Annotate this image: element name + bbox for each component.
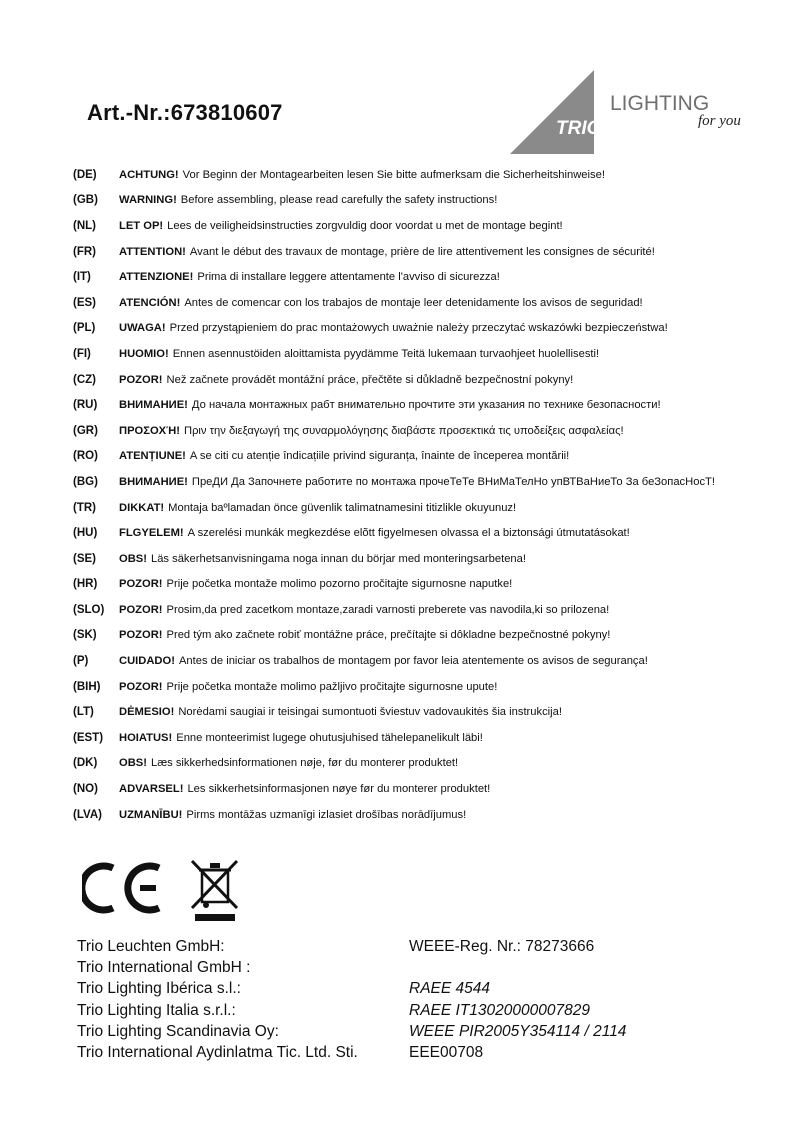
warning-row bbox=[73, 188, 773, 214]
logo-tagline: for you bbox=[698, 113, 741, 129]
warning-title: ΠΡΟΣΟΧΉ! bbox=[119, 424, 180, 437]
language-code: (FI) bbox=[73, 347, 91, 360]
ce-mark-icon bbox=[82, 866, 159, 910]
language-code: (DE) bbox=[73, 168, 97, 181]
warning-title: ATTENTION! bbox=[119, 245, 186, 258]
language-code: (RU) bbox=[73, 399, 98, 412]
logo-triangle bbox=[510, 70, 594, 154]
warning-text: Vor Beginn der Montagearbeiten lesen Sie bitte aufmerksam die Sicherheitshinweise! bbox=[182, 168, 605, 181]
language-code: (SK) bbox=[73, 629, 97, 642]
logo-lighting: LIGHTING bbox=[610, 92, 710, 115]
warning-row bbox=[73, 367, 773, 393]
safety-warning-list bbox=[73, 162, 773, 827]
warning-title: ВНИМАНИЕ! bbox=[119, 475, 188, 488]
language-code: (LVA) bbox=[73, 808, 102, 821]
warning-text: Antes de iniciar os trabalhos de montagem por favor leia atentemente os avisos de segurança! bbox=[178, 655, 648, 668]
company-name: Trio Lighting Ibérica s.l.: bbox=[77, 980, 241, 998]
language-code: (IT) bbox=[73, 271, 91, 284]
warning-title: ATENȚIUNE! bbox=[119, 450, 186, 463]
warning-text: Przed przystąpieniem do prac montażowych uważnie należy przeczytać wskazówki bezpieczeństwa! bbox=[169, 322, 668, 335]
warning-text: Prosim,da pred zacetkom montaze,zaradi varnosti preberete vas navodila,ki so prilozena! bbox=[166, 603, 610, 616]
company-name: Trio International Aydinlatma Tic. Ltd. Sti. bbox=[77, 1044, 358, 1062]
warning-text: Pred tým ako začnete robiť montážne práce, prečítajte si dôkladne bezpečnostné pokyny! bbox=[166, 629, 611, 642]
warning-row bbox=[73, 213, 773, 239]
registration-number: WEEE PIR2005Y354114 / 2114 bbox=[409, 1022, 627, 1040]
warning-title: UZMANĪBU! bbox=[119, 808, 183, 821]
language-code: (GB) bbox=[73, 194, 98, 207]
company-list bbox=[77, 936, 358, 1063]
warning-row bbox=[73, 290, 773, 316]
warning-title: UWAGA! bbox=[119, 322, 166, 335]
warning-row bbox=[73, 469, 773, 495]
company-name: Trio Lighting Scandinavia Oy: bbox=[77, 1022, 279, 1040]
warning-text: A szerelési munkák megkezdése elõtt figyelmesen olvassa el a biztonsági útmutatásokat! bbox=[187, 527, 630, 540]
warning-title: ACHTUNG! bbox=[119, 168, 179, 181]
warning-title: LET OP! bbox=[119, 219, 164, 232]
warning-text: ПреДИ Да Започнете работите по монтажа прочеТеТе ВНиМаТелНо упВТВаНиеТо За беЗопасНосТ! bbox=[191, 475, 715, 488]
warning-text: A se citi cu atenție îndicațiile privind siguranța, înainte de începerea montării! bbox=[189, 450, 570, 463]
warning-title: FLGYELEM! bbox=[119, 527, 184, 540]
warning-title: ATENCIÓN! bbox=[119, 296, 181, 309]
language-code: (P) bbox=[73, 655, 89, 668]
registration-number: EEE00708 bbox=[409, 1044, 484, 1061]
language-code: (RO) bbox=[73, 450, 98, 463]
language-code: (BG) bbox=[73, 475, 98, 488]
warning-row bbox=[73, 341, 773, 367]
warning-text: Pirms montāžas uzmanīgi izlasiet drošības norādījumus! bbox=[186, 808, 467, 821]
language-code: (TR) bbox=[73, 501, 96, 514]
warning-row bbox=[73, 623, 773, 649]
warning-text: Πριν την διεξαγωγή της συναρμολόγησης διαβάστε προσεκτικά τις υποδείξεις ασφαλείας! bbox=[183, 424, 624, 437]
language-code: (CZ) bbox=[73, 373, 96, 386]
warning-row bbox=[73, 572, 773, 598]
warning-title: POZOR! bbox=[119, 680, 163, 693]
warning-row bbox=[73, 239, 773, 265]
warning-title: POZOR! bbox=[119, 603, 163, 616]
warning-title: ADVARSEL! bbox=[119, 783, 184, 796]
warning-title: DIKKAT! bbox=[119, 501, 165, 514]
warning-title: OBS! bbox=[119, 552, 147, 565]
language-code: (ES) bbox=[73, 296, 96, 309]
warning-row bbox=[73, 520, 773, 546]
warning-row bbox=[73, 674, 773, 700]
language-code: (SE) bbox=[73, 552, 96, 565]
warning-row bbox=[73, 418, 773, 444]
warning-title: HOIATUS! bbox=[119, 731, 173, 744]
warning-text: Prije početka montaže molimo pažljivo pročitajte sigurnosne upute! bbox=[166, 680, 498, 693]
compliance-marks bbox=[82, 856, 252, 922]
warning-row bbox=[73, 699, 773, 725]
article-number: Art.-Nr.:673810607 bbox=[87, 100, 283, 125]
warning-text: Avant le début des travaux de montage, prière de lire attentivement les consignes de sécurité! bbox=[189, 245, 655, 258]
language-code: (EST) bbox=[73, 731, 104, 744]
warning-text: Prije početka montaže molimo pozorno pročitajte sigurnosne naputke! bbox=[166, 578, 513, 591]
warning-text: Läs säkerhetsanvisningama noga innan du börjar med monteringsarbetena! bbox=[150, 552, 526, 565]
warning-text: Before assembling, please read carefully the safety instructions! bbox=[180, 194, 498, 207]
language-code: (HU) bbox=[73, 527, 98, 540]
warning-text: Montaja baºlamadan önce güvenlik talimatnamesini titizlikle okuyunuz! bbox=[168, 501, 517, 514]
warning-title: HUOMIO! bbox=[119, 347, 169, 360]
warning-text: До начала монтажных рабт внимательно прочтите эти указания по технике безопасности! bbox=[191, 399, 661, 412]
warning-title: POZOR! bbox=[119, 578, 163, 591]
company-name: Trio Leuchten GmbH: bbox=[77, 938, 225, 955]
language-code: (NL) bbox=[73, 219, 96, 232]
warning-text: Enne monteerimist lugege ohutusjuhised tähelepanelikult läbi! bbox=[176, 731, 483, 744]
warning-text: Než začnete provádět montážní práce, přečtěte si důkladně bezpečnostní pokyny! bbox=[166, 373, 574, 386]
registration-number: RAEE 4544 bbox=[409, 980, 490, 998]
language-code: (SLO) bbox=[73, 603, 105, 616]
language-code: (NO) bbox=[73, 783, 98, 796]
warning-row bbox=[73, 776, 773, 802]
language-code: (DK) bbox=[73, 757, 98, 770]
language-code: (HR) bbox=[73, 578, 98, 591]
language-code: (GR) bbox=[73, 424, 98, 437]
warning-row bbox=[73, 264, 773, 290]
registration-number: RAEE IT13020000007829 bbox=[409, 1001, 590, 1019]
warning-title: POZOR! bbox=[119, 629, 163, 642]
warning-row bbox=[73, 546, 773, 572]
logo-trio: TRIO bbox=[556, 118, 602, 139]
warning-row bbox=[73, 802, 773, 828]
warning-title: ВНИМАНИЕ! bbox=[119, 399, 188, 412]
warning-row bbox=[73, 725, 773, 751]
warning-text: Læs sikkerhedsinformationen nøje, før du monterer produktet! bbox=[150, 757, 459, 770]
warning-title: POZOR! bbox=[119, 373, 163, 386]
warning-text: Ennen asennustöiden aloittamista pyydämme Teitä lukemaan turvaohjeet huolellisesti! bbox=[172, 347, 600, 360]
warning-text: Antes de comencar con los trabajos de montaje leer detenidamente los avisos de seguridad! bbox=[184, 296, 643, 309]
warning-title: WARNING! bbox=[119, 194, 177, 207]
warning-title: DĖMESIO! bbox=[119, 706, 175, 719]
warning-row bbox=[73, 495, 773, 521]
warning-text: Lees de veiligheidsinstructies zorgvuldig door voordat u met de montage begint! bbox=[167, 219, 563, 232]
trio-lighting-logo bbox=[510, 70, 760, 160]
language-code: (BIH) bbox=[73, 680, 101, 693]
warning-row bbox=[73, 316, 773, 342]
language-code: (LT) bbox=[73, 706, 94, 719]
warning-row bbox=[73, 648, 773, 674]
warning-title: OBS! bbox=[119, 757, 147, 770]
company-name: Trio International GmbH : bbox=[77, 959, 251, 977]
warning-row bbox=[73, 444, 773, 470]
company-name: Trio Lighting Italia s.r.l.: bbox=[77, 1001, 236, 1019]
warning-text: Norėdami saugiai ir teisingai sumontuoti šviestuv vadovaukitės šia instrukcija! bbox=[178, 706, 562, 719]
language-code: (PL) bbox=[73, 322, 96, 335]
warning-title: CUIDADO! bbox=[119, 655, 175, 668]
warning-row bbox=[73, 162, 773, 188]
warning-row bbox=[73, 597, 773, 623]
warning-row bbox=[73, 751, 773, 777]
registration-list bbox=[409, 936, 626, 1063]
warning-row bbox=[73, 392, 773, 418]
warning-title: ATTENZIONE! bbox=[119, 271, 194, 284]
warning-text: Les sikkerhetsinformasjonen nøye før du monterer produktet! bbox=[187, 783, 491, 796]
crossed-out-wheelie-bin-icon bbox=[192, 861, 237, 921]
warning-text: Prima di installare leggere attentamente l'avviso di sicurezza! bbox=[197, 271, 500, 284]
registration-number: WEEE-Reg. Nr.: 78273666 bbox=[409, 938, 595, 955]
language-code: (FR) bbox=[73, 245, 96, 258]
